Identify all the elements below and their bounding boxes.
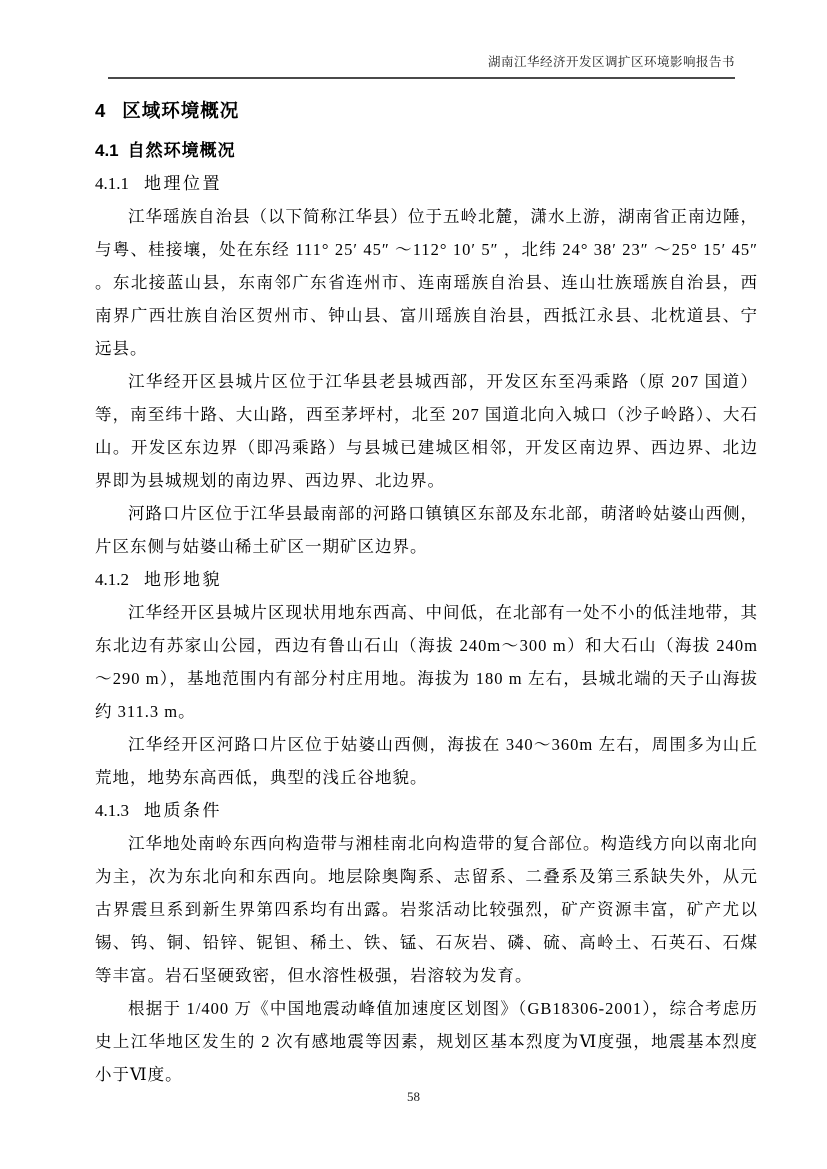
paragraph-geology-2: 根据于 1/400 万《中国地震动峰值加速度区划图》（GB18306-2001），综合考虑历史上江华地区发生的 2 次有感地震等因素，规划区基本烈度为Ⅵ度强，地震基本烈度小于Ⅵ度。 — [95, 999, 758, 1084]
heading-number: 4.1.1 — [95, 174, 129, 193]
paragraph-geography-2: 江华经开区县城片区位于江华县老县城西部，开发区东至冯乘路（原 207 国道）等，南至纬十路、大山路，西至茅坪村，北至 207 国道北向入城口（沙子岭路）、大石山。开发区东边界（即冯乘路）与县城已建城区相邻，开发区南边界、西边界、北边界即为县城规划的南边界、西边界、北边界。 — [95, 372, 758, 490]
paragraph-geology-1: 江华地处南岭东西向构造带与湘桂南北向构造带的复合部位。构造线方向以南北向为主，次为东北向和东西向。地层除奥陶系、志留系、二叠系及第三系缺失外，从元古界震旦系到新生界第四系均有出露。岩浆活动比较强烈，矿产资源丰富，矿产尤以锡、钨、铜、铅锌、铌钽、稀土、铁、锰、石灰岩、磷、硫、高岭土、石英石、石煤等丰富。岩石坚硬致密，但水溶性极强，岩溶较为发育。 — [95, 834, 758, 985]
paragraph-geography-3: 河路口片区位于江华县最南部的河路口镇镇区东部及东北部，萌渚岭姑婆山西侧，片区东侧与姑婆山稀土矿区一期矿区边界。 — [95, 504, 758, 556]
heading-number: 4 — [95, 100, 106, 121]
heading-section-4 — [95, 94, 758, 127]
heading-section-4-1-2 — [95, 563, 758, 596]
header-title: 湖南江华经济开发区调扩区环境影响报告书 — [487, 55, 735, 69]
heading-title: 地质条件 — [144, 801, 222, 820]
header-rule — [108, 77, 735, 79]
page-number: 58 — [407, 1089, 420, 1104]
heading-section-4-1-1 — [95, 167, 758, 200]
heading-number: 4.1.3 — [95, 801, 129, 820]
heading-title: 区域环境概况 — [122, 100, 240, 121]
heading-number: 4.1 — [95, 141, 119, 160]
heading-title: 地形地貌 — [144, 570, 222, 589]
heading-section-4-1-3 — [95, 794, 758, 827]
heading-number: 4.1.2 — [95, 570, 129, 589]
document-content — [95, 94, 758, 1091]
page-footer — [0, 1089, 827, 1105]
heading-title: 地理位置 — [144, 174, 222, 193]
paragraph-terrain-2: 江华经开区河路口片区位于姑婆山西侧，海拔在 340～360m 左右，周围多为山丘荒地，地势东高西低，典型的浅丘谷地貌。 — [95, 735, 758, 787]
heading-title: 自然环境概况 — [127, 141, 236, 160]
heading-section-4-1 — [95, 134, 758, 167]
paragraph-geography-1: 江华瑶族自治县（以下简称江华县）位于五岭北麓，潇水上游，湖南省正南边陲，与粤、桂接壤，处在东经 111° 25′ 45″ ～112° 10′ 5″ ，北纬 24° 38′ 23″ ～25° 15′ 45″ 。东北接蓝山县，东南邻广东省连州市、连南瑶族自治县、连山壮族瑶族自治县，西南界广西壮族自治区贺州市、钟山县、富川瑶族自治县，西抵江永县、北枕道县、宁远县。 — [95, 207, 758, 358]
paragraph-terrain-1: 江华经开区县城片区现状用地东西高、中间低，在北部有一处不小的低洼地带，其东北边有苏家山公园，西边有鲁山石山（海拔 240m～300 m）和大石山（海拔 240m～290 m），基地范围内有部分村庄用地。海拔为 180 m 左右，县城北端的天子山海拔约 311.3 m。 — [95, 603, 758, 721]
